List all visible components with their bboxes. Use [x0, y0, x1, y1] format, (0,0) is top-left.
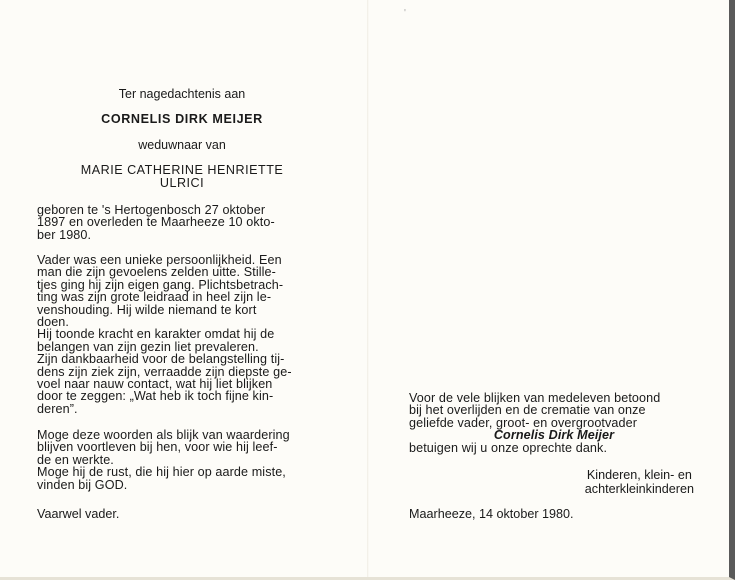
text-line: 1897 en overleden te Maarheeze 10 okto- [37, 215, 275, 230]
text-line: deren”. [37, 401, 78, 416]
text-line: belangen van zijn gezin liet prevaleren. [37, 339, 259, 354]
corner-mark: ' [404, 8, 406, 19]
text-line: venshouding. Hij wilde niemand te kort [37, 302, 257, 317]
card-fold [367, 0, 369, 577]
text-line: Vader was een unieke persoonlijkheid. Een [37, 253, 282, 267]
text-line: Hij toonde kracht en karakter omdat hij de [37, 327, 275, 342]
farewell-line: Vaarwel vader. [37, 507, 120, 521]
deceased-name: CORNELIS DIRK MEIJER [101, 112, 263, 126]
text-line: dens zijn ziek zijn, verraadde zijn diepste ge- [37, 364, 292, 379]
text-line: voel naar nauw contact, wat hij liet blijken [37, 377, 273, 392]
text-line: ting was zijn grote leidraad in heel zijn le- [37, 290, 272, 305]
spouse-name-line: MARIE CATHERINE HENRIETTE [80, 163, 284, 177]
text-line: betuigen wij u onze oprechte dank. [409, 440, 608, 455]
text-line: Moge deze woorden als blijk van waardering [37, 428, 290, 442]
birth-paragraph [37, 204, 327, 241]
family-signature [585, 468, 694, 496]
text-line: door te zeggen: „Wat heb ik toch fijne kin- [37, 389, 274, 404]
text-line: vinden bij GOD. [37, 477, 128, 492]
text-line: geboren te 's Hertogenbosch 27 oktober [37, 203, 266, 217]
spouse-name [37, 164, 327, 190]
place-date: Maarheeze, 14 oktober 1980. [409, 507, 574, 521]
text-line: doen. [37, 315, 70, 330]
family-line: achterkleinkinderen [584, 482, 694, 496]
tribute-paragraph [37, 254, 327, 415]
thanks-deceased-name: Cornelis Dirk Meijer [493, 428, 615, 443]
text-line: geliefde vader, groot- en overgrootvader [409, 415, 638, 430]
text-line: Voor de vele blijken van medeleven betoond [409, 391, 661, 405]
widower-of-label: weduwnaar van [138, 138, 226, 152]
text-line: bij het overlijden en de crematie van onze [409, 403, 646, 418]
memory-paragraph [37, 429, 327, 491]
text-line: de en werkte. [37, 452, 114, 467]
text-line: Moge hij de rust, die hij hier op aarde miste, [37, 465, 286, 480]
text-line: tjes ging hij zijn eigen gang. Plichtsbetrach- [37, 277, 284, 292]
text-line: man die zijn gevoelens zelden uitte. Stille- [37, 265, 276, 280]
text-line: blijven voortleven bij hen, voor wie hij leef- [37, 440, 278, 455]
memory-heading: Ter nagedachtenis aan [118, 87, 246, 101]
thanks-paragraph [409, 392, 699, 454]
text-line: Zijn dankbaarheid voor de belangstelling tij- [37, 352, 285, 367]
text-line: ber 1980. [37, 227, 92, 242]
family-line: Kinderen, klein- en [586, 468, 692, 482]
spouse-name-line: ULRICI [159, 176, 205, 190]
